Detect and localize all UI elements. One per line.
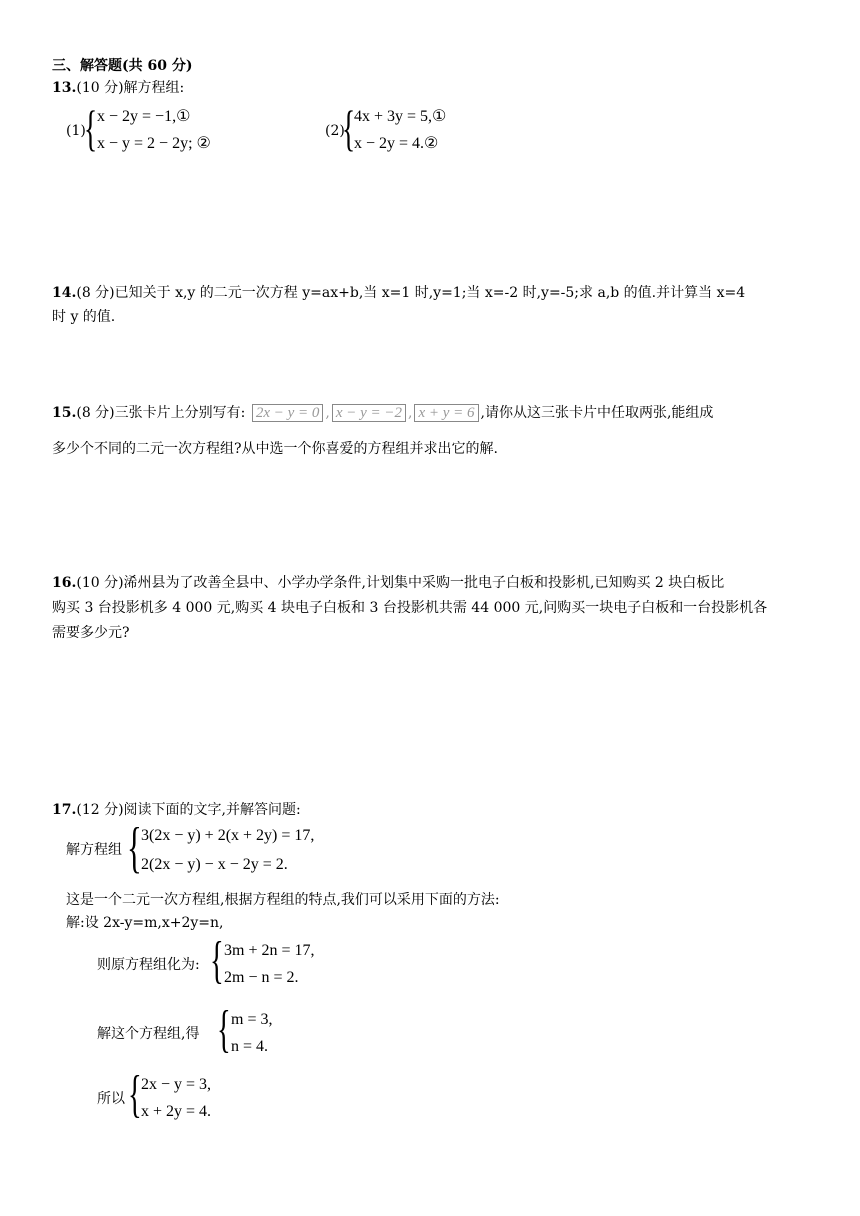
q17-step2-label: 解这个方程组,得	[97, 1026, 200, 1042]
q16-line2: 购买 3 台投影机多 4 000 元,购买 4 块电子白板和 3 台投影机共需 44 000 元,问购买一块电子白板和一台投影机各	[52, 600, 768, 616]
q15-card-1: 2x − y = 0	[252, 404, 324, 422]
q15-line2: 多少个不同的二元一次方程组?从中选一个你喜爱的方程组并求出它的解.	[52, 441, 498, 457]
q16-line3: 需要多少元?	[52, 625, 130, 641]
q13-part1-label: (1)	[66, 123, 86, 139]
q13-part1-eq1: x − 2y = −1,①	[97, 108, 191, 125]
q17-system-brace: {	[127, 817, 142, 879]
q15-card-3: x + y = 6	[414, 404, 478, 422]
q17-step1-brace: {	[210, 932, 224, 989]
q15-pre: (8 分)三张卡片上分别写有:	[76, 405, 246, 421]
q13-part1-brace: {	[84, 100, 98, 156]
q17-step1-label: 则原方程组化为:	[97, 957, 200, 973]
q15-number: 15.	[52, 405, 77, 421]
section-title: 三、解答题(共 60 分)	[52, 58, 193, 74]
q17-step3-eq1: 2x − y = 3,	[141, 1076, 212, 1093]
q17-step3-brace: {	[128, 1066, 142, 1123]
q17-step2-eq1: m = 3,	[231, 1011, 273, 1028]
q14-line1	[52, 283, 745, 303]
q17-step1-eq2: 2m − n = 2.	[224, 969, 299, 986]
q17-header	[52, 800, 301, 820]
q13-text: (10 分)解方程组:	[76, 80, 185, 96]
q17-step2-eq2: n = 4.	[231, 1038, 269, 1055]
q13-part1-eq2: x − y = 2 − 2y; ②	[97, 135, 211, 152]
q17-system-eq2: 2(2x − y) − x − 2y = 2.	[141, 856, 288, 873]
q14-line2: 时 y 的值.	[52, 309, 116, 325]
q17-step3-label: 所以	[97, 1091, 125, 1107]
q17-step1-eq1: 3m + 2n = 17,	[224, 942, 315, 959]
q13-number: 13.	[52, 80, 77, 96]
q17-let-line: 解:设 2x-y=m,x+2y=n,	[66, 915, 224, 931]
q17-step2-brace: {	[217, 1001, 231, 1058]
q15-sep-1: ,	[325, 405, 330, 421]
q13-header	[52, 78, 184, 98]
q15-card-2: x − y = −2	[332, 404, 406, 422]
q16-line1	[52, 573, 724, 593]
q16-text: (10 分)浠州县为了改善全县中、小学办学条件,计划集中采购一批电子白板和投影机,已知购买 2 块白板比	[76, 575, 725, 591]
q17-solve-label: 解方程组	[66, 842, 122, 858]
q13-part2-eq2: x − 2y = 4.②	[354, 135, 439, 152]
q17-step3-eq2: x + 2y = 4.	[141, 1103, 212, 1120]
q17-text: (12 分)阅读下面的文字,并解答问题:	[76, 802, 301, 818]
q15-line1	[52, 403, 713, 423]
q17-system-eq1: 3(2x − y) + 2(x + 2y) = 17,	[141, 827, 315, 844]
q13-part2-brace: {	[342, 100, 356, 156]
q13-part2-label: (2)	[325, 123, 345, 139]
q14-number: 14.	[52, 285, 77, 301]
q14-text: (8 分)已知关于 x,y 的二元一次方程 y=ax+b,当 x=1 时,y=1;当 x=-2 时,y=-5;求 a,b 的值.并计算当 x=4	[76, 285, 746, 301]
q13-part2-eq1: 4x + 3y = 5,①	[354, 108, 447, 125]
q15-post: ,请你从这三张卡片中任取两张,能组成	[480, 405, 714, 421]
q16-number: 16.	[52, 575, 77, 591]
q17-number: 17.	[52, 802, 77, 818]
q15-sep-2: ,	[408, 405, 413, 421]
q17-explain: 这是一个二元一次方程组,根据方程组的特点,我们可以采用下面的方法:	[66, 892, 500, 908]
